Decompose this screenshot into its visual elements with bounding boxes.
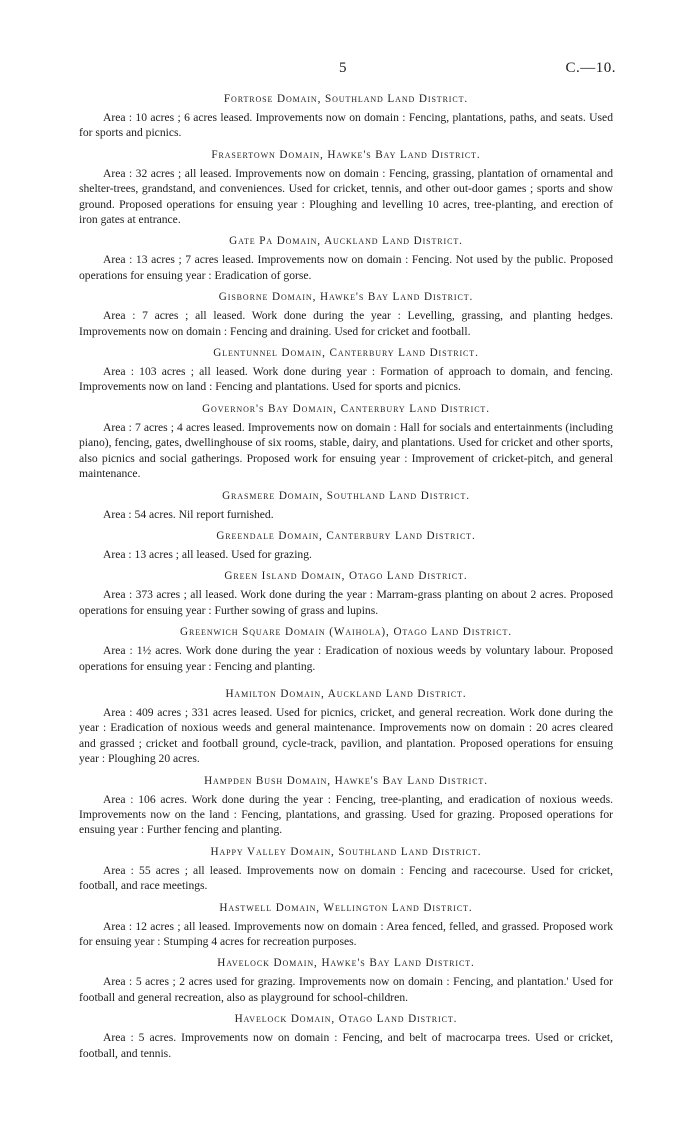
entry-body: Area : 5 acres ; 2 acres used for grazing. Improvements now on domain : Fencing, and plantation.' Used for football and general recreation, also as playground for school-children.: [79, 975, 613, 1004]
entry-body: Area : 10 acres ; 6 acres leased. Improvements now on domain : Fencing, plantations, paths, and seats. Used for sports and picnics.: [79, 111, 613, 140]
entry-body: Area : 1½ acres. Work done during the year : Eradication of noxious weeds by voluntary labour. Proposed operations for ensuing year : Fencing and planting.: [79, 644, 613, 673]
entry-heading: Hampden Bush Domain, Hawke's Bay Land District.: [204, 774, 488, 787]
domain-entry-hastwell: [79, 902, 613, 950]
entry-body: Area : 13 acres ; all leased. Used for grazing.: [103, 547, 312, 561]
entry-body: Area : 7 acres ; all leased. Work done during the year : Levelling, grassing, and planting hedges. Improvements now on domain : Fencing and draining. Used for cricket and football.: [79, 309, 613, 338]
entry-body: Area : 7 acres ; 4 acres leased. Improvements now on domain : Hall for socials and entertainments (including piano), fencing, gates, dwellinghouse of six rooms, stable, dairy, and plantations. Used for cricket and other sports, also picnics and social gatherings. Proposed work for ensuing year : Improvement of cricket-pitch, and general maintenance.: [79, 420, 613, 481]
entry-body: Area : 12 acres ; all leased. Improvements now on domain : Area fenced, felled, and grassed. Proposed work for ensuing year : Stumping 4 acres for recreation purposes.: [79, 919, 613, 948]
entry-heading: Havelock Domain, Otago Land District.: [234, 1013, 458, 1026]
entry-body: Area : 409 acres ; 331 acres leased. Used for picnics, cricket, and general recreation. Work done during the year : Eradication of noxious weeds and general maintenance. Improvements now on domain : 20 acres cleared and grassed ; cricket and football ground, cycle-track, pavilion, and plantation. Proposed operations for ensuing year : Ploughing 20 acres.: [79, 705, 613, 766]
domain-entry-havelock-hawkes-bay: [79, 957, 613, 1005]
entry-heading: Greenwich Square Domain (Waihola), Otago Land District.: [180, 626, 512, 639]
domain-entry-greendale: [79, 530, 613, 562]
entry-heading: Glentunnel Domain, Canterbury Land District.: [213, 347, 479, 360]
entry-heading: Hastwell Domain, Wellington Land District.: [219, 901, 473, 914]
entry-body: Area : 54 acres. Nil report furnished.: [103, 507, 274, 521]
entry-heading: Hamilton Domain, Auckland Land District.: [225, 687, 467, 700]
entry-body: Area : 5 acres. Improvements now on domain : Fencing, and belt of macrocarpa trees. Used or cricket, football, and tennis.: [79, 1031, 613, 1060]
domain-entry-happy-valley: [79, 846, 613, 894]
entry-heading: Gisborne Domain, Hawke's Bay Land District.: [218, 291, 474, 304]
entry-heading: Havelock Domain, Hawke's Bay Land District.: [217, 957, 475, 970]
domain-entry-glentunnel: [79, 347, 613, 395]
domain-entry-governors-bay: [79, 403, 613, 482]
entry-heading: Green Island Domain, Otago Land District.: [224, 570, 468, 583]
entry-body: Area : 32 acres ; all leased. Improvements now on domain : Fencing, grassing, plantation of ornamental and shelter-trees, grandstand, and conveniences. Used for cricket, tennis, and other out-door games ; sports and show ground. Proposed operations for ensuing year : Ploughing and levelling 10 acres, tree-planting, and erection of iron gates at entrance.: [79, 166, 613, 227]
entry-heading: Gate Pa Domain, Auckland Land District.: [229, 235, 463, 248]
domain-entry-gate-pa: [79, 235, 613, 283]
domain-entry-green-island: [79, 570, 613, 618]
entry-heading: Greendale Domain, Canterbury Land District.: [216, 529, 476, 542]
entry-heading: Governor's Bay Domain, Canterbury Land District.: [202, 402, 490, 415]
domain-entry-gisborne: [79, 291, 613, 339]
entry-body: Area : 106 acres. Work done during the year : Fencing, tree-planting, and eradication of noxious weeds. Improvements now on the land : Fencing, plantations, and grassing. Used for grazing. Proposed operations for ensuing year : Further fencing and planting.: [79, 792, 613, 837]
domain-entry-greenwich-square: [79, 626, 613, 674]
entry-heading: Frasertown Domain, Hawke's Bay Land District.: [211, 148, 481, 161]
entry-heading: Fortrose Domain, Southland Land District.: [223, 93, 469, 105]
domain-entry-fortrose: [79, 93, 613, 141]
entry-heading: Happy Valley Domain, Southland Land District.: [210, 845, 482, 858]
entry-body: Area : 373 acres ; all leased. Work done during the year : Marram-grass planting on about 2 acres. Proposed operations for ensuing year : Further sowing of grass and lupins.: [79, 588, 613, 617]
entry-body: Area : 103 acres ; all leased. Work done during year : Formation of approach to domain, and fencing. Improvements now on land : Fencing and plantations. Used for sports and picnics.: [79, 365, 613, 394]
domain-entry-hampden-bush: [79, 775, 613, 838]
page-header: [0, 60, 700, 80]
entry-heading: Grasmere Domain, Southland Land District.: [222, 489, 470, 502]
page-content: [79, 93, 613, 1069]
domain-entry-frasertown: [79, 149, 613, 228]
document-reference: C.—10.: [565, 60, 616, 76]
domain-entry-hamilton: [79, 688, 613, 767]
domain-entry-grasmere: [79, 490, 613, 522]
entry-body: Area : 13 acres ; 7 acres leased. Improvements now on domain : Fencing. Not used by the public. Proposed operations for ensuing year : Eradication of gorse.: [79, 253, 613, 282]
entry-body: Area : 55 acres ; all leased. Improvements now on domain : Fencing and racecourse. Used for cricket, football, and race meetings.: [79, 863, 613, 893]
domain-entry-havelock-otago: [79, 1013, 613, 1061]
page-number: 5: [339, 60, 347, 76]
